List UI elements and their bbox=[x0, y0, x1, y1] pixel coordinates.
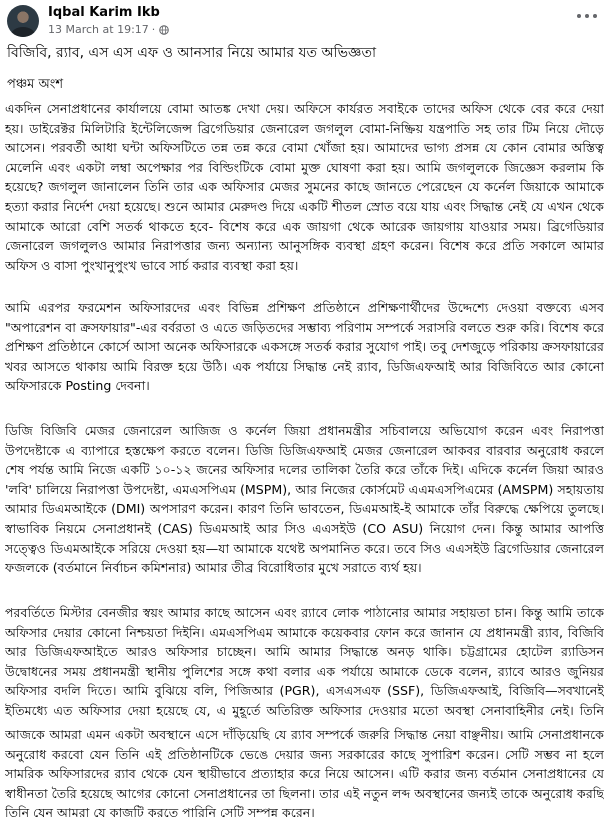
post-title: বিজিবি, র‍্যাব, এস এস এফ ও আনসার নিয়ে আমার যত অভিজ্ঞতা bbox=[7, 45, 377, 61]
paragraph-2: আমি এরপর ফরমেশন অফিসারদের এবং বিভিন্ন প্রশিক্ষণ প্রতিষ্ঠানে প্রশিক্ষণার্থীদের উদ্দেশ্যে দেওয়া বক্তব্যে এসব "অপারেশন বা ক্রসফায়ার"-এর বর্বরতা ও এতে জড়িতদের সম্ভাব্য পরিণাম সম্পর্কে সরাসরি বলতে শুরু করি। বিশেষ করে প্রশিক্ষণ প্রতিষ্ঠানে কোর্সে আসা অনেক অফিসারকে একসঙ্গে সতর্ক করার সুযোগ পাই। তবু দেশজুড়ে পরিকায় ক্রসফায়ারের খবর আসতে থাকায় আমি বিরক্ত হয়ে উঠি। এক পর্যায়ে সিদ্ধান্ত নেই র‍্যাব, ডিজিএফআই আর বিজিবিতে আর কোনো অফিসারকে Posting দেবনা। bbox=[5, 300, 604, 394]
author-name[interactable]: Iqbal Karim Ikb bbox=[48, 5, 160, 20]
post-header bbox=[0, 0, 611, 40]
post-timestamp[interactable]: 13 March at 19:17 bbox=[48, 23, 149, 36]
more-options-icon[interactable] bbox=[577, 11, 597, 21]
avatar[interactable] bbox=[7, 5, 39, 37]
post-meta bbox=[48, 23, 169, 36]
paragraph-3: ডিজি বিজিবি মেজর জেনারেল আজিজ ও কর্নেল জিয়া প্রধানমন্ত্রীর সচিবালয়ে অভিযোগ করেন এবং নিরাপত্তা উপদেষ্টাকে এ ব্যাপারে হস্তক্ষেপ করতে বলেন। ডিজি ডিজিএফআই মেজর জেনারেল আকবর বারবার অনুরোধ করলে শেষ পর্যন্ত আমি নিজে একটি ১০-১২ জনের অফিসার দলের তালিকা তৈরি করে তাঁকে দিই। এদিকে কর্নেল জিয়া আরও 'লবি' চালিয়ে নিরাপত্তা উপদেষ্টা, এমএসপিএম (MSPM), আর নিজের কোর্সমেট এএমএসপিএমের (AMSPM) সহায়তায় আমার ডিএমআইকে (DMI) অপসারণ করেন। কারণ তিনি ভাবতেন, ডিএমআই-ই আমাকে তাঁর বিরুদ্ধে ক্ষেপিয়ে তুলছে। স্বাভাবিক নিয়মে সেনাপ্রধানই (CAS) ডিএমআই আর সিও এএসইউ (CO ASU) নিয়োগ দেন। কিন্তু আমার আপত্তি সত্ত্বেও ডিএমআইকে সরিয়ে দেওয়া হয়—যা আমাকে যথেষ্ট অপমানিত করে। তবে সিও এএসইউ ব্রিগেডিয়ার জেনারেল ফজলকে (বর্তমানে নির্বাচন কমিশনার) আমার তীব্র বিরোধিতার মুখে সরাতে ব্যর্থ হয়। bbox=[5, 423, 604, 576]
paragraph-1: একদিন সেনাপ্রধানের কার্যালয়ে বোমা আতঙ্ক দেখা দেয়। অফিসে কার্যরত সবাইকে তাদের অফিস থেকে বের করে দেয়া হয়। ডাইরেক্টর মিলিটারি ইন্টেলিজেন্স ব্রিগেডিয়ার জেনারেল জগলুল বোমা-নিষ্ক্রিয় যন্ত্রপাতি সহ তার টিম নিয়ে দৌড়ে আসেন। পরবর্তী আধা ঘন্টা অফিসটিতে তন্ন তন্ন করে বোমা খোঁজা হয়। আমাদের ভাগ্য প্রসন্ন যে কোন বোমার অস্তিত্ব মেলেনি এবং একটা লম্বা অপেক্ষার পর বিল্ডিংটিকে বোমা মুক্ত ঘোষণা করা হয়। আমি জগলুলকে জিজ্ঞেস করলাম কি হয়েছে? জগলুল জানালেন তিনি তার এক অফিসার মেজর সুমনের কাছে জানতে পেরেছেন যে কর্নেল জিয়াকে আমাকে হত্যা করার নির্দেশ দেয়া হয়েছে। শুনে আমার মেরুদণ্ড দিয়ে একটি শীতল স্রোত বয়ে যায় এবং সিদ্ধান্ত নেই যে এখন থেকে আমাকে আরো বেশি সতর্ক থাকতে হবে- বিশেষ করে এক জায়গা থেকে আরেক জায়গায় যাওয়ার সময়। ব্রিগেডিয়ার জেনারেল জগলুলও আমার নিরাপত্তার জন্য অন্যান্য আনুসঙ্গিক ব্যবস্থা গ্রহণ করেন। বিশেষ করে প্রতি সকালে আমার অফিস ও বাসা পুংখানুপুংখ ভাবে সার্চ করার ব্যবস্থা করা হয়। bbox=[5, 101, 604, 273]
section-label: পঞ্চম অংশ bbox=[7, 77, 64, 92]
paragraph-5: আজকে আমরা এমন একটা অবস্থানে এসে দাঁড়িয়েছি যে র‍্যাব সম্পর্কে জরুরি সিদ্ধান্ত নেয়া বাঞ্ছনীয়। আমি সেনাপ্রধানকে অনুরোধ করবো যেন তিনি এই প্রতিষ্ঠানটিকে ভেঙে দেয়ার জন্য সরকারের কাছে সুপারিশ করেন। সেটি সম্ভব না হলে সামরিক অফিসারদের র‍্যাব থেকে যেন স্থায়ীভাবে প্রত্যাহার করে নিয়ে আসেন। এটি করার জন্য বর্তমান সেনাপ্রধানের যে স্বাধীনতা তৈরি হয়েছে আগের কোনো সেনাপ্রধানের তা ছিলনা। তার এই নতুন লব্দ অবস্থানের জন্যই তাকে অনুরোধ করছি তিনি যেন আমরা যে কাজটি করতে পারিনি সেটি সম্পন্ন করেন। bbox=[5, 727, 604, 821]
meta-separator: · bbox=[151, 23, 156, 36]
globe-icon bbox=[159, 25, 169, 35]
paragraph-4: পরবর্তিতে মিস্টার বেনজীর স্বয়ং আমার কাছে আসেন এবং র‍্যাবে লোক পাঠানোর আমার সহায়তা চান। কিন্তু আমি তাকে অফিসার দেয়ার কোনো নিশ্চয়তা দিইনি। এমএসপিএম আমাকে কয়েকবার ফোন করে জানান যে প্রধানমন্ত্রী র‍্যাব, বিজিবি আর ডিজিএফআইতে আরও অফিসার চাচ্ছেন। আমি আমার সিদ্ধান্তে অনড় থাকি। চট্টগ্রামের হোটেল র‍্যাডিসন উদ্বোধনের সময় প্রধানমন্ত্রী স্থানীয় পুলিশের সঙ্গে কথা বলার এক পর্যায়ে আমাকে ডেকে বলেন, র‍্যাবে আরও জুনিয়র অফিসার বদলি দিতে। আমি বুঝিয়ে বলি, পিজিআর (PGR), এসএসএফ (SSF), ডিজিএফআই, বিজিবি—সবখানেই ইতিমধ্যে এত অফিসার দেয়া হয়েছে যে, এ মুহূর্তে অতিরিক্ত অফিসার দেওয়ার মতো অবস্থা সেনাবাহিনীর নেই। তিনি bbox=[5, 605, 604, 718]
